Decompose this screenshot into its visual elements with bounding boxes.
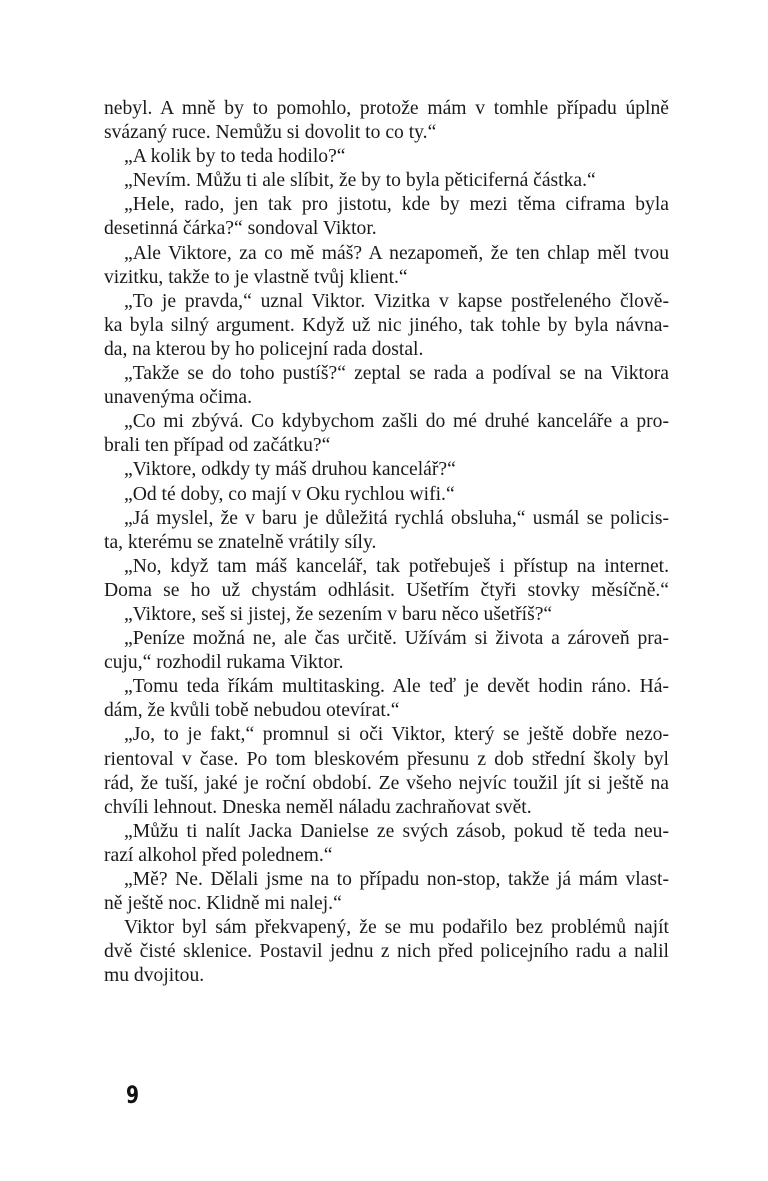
text-line: da, na kterou by ho policejní rada dostal. xyxy=(104,338,424,360)
text-line: „Nevím. Můžu ti ale slíbit, že by to byla pěticiferná částka.“ xyxy=(124,170,596,192)
text-line: „No, když tam máš kancelář, tak potřebuješ i přístup na internet. xyxy=(124,555,669,577)
text-line: „Já myslel, že v baru je důležitá rychlá obsluha,“ usmál se policis- xyxy=(124,507,669,529)
text-line: „Takže se do toho pustíš?“ zeptal se rada a podíval se na Viktora xyxy=(124,363,669,385)
text-line: „Jo, to je fakt,“ promnul si oči Viktor, který se ještě dobře nezo- xyxy=(124,724,669,746)
text-line: „Ale Viktore, za co mě máš? A nezapomeň, že ten chlap měl tvou xyxy=(124,242,669,264)
text-line: ka byla silný argument. Když už nic jiného, tak tohle by byla návna- xyxy=(104,314,669,336)
text-line: „Co mi zbývá. Co kdybychom zašli do mé druhé kanceláře a pro- xyxy=(124,411,669,433)
text-line: nebyl. A mně by to pomohlo, protože mám v tomhle případu úplně xyxy=(104,98,669,119)
text-line: „Hele, rado, jen tak pro jistotu, kde by mezi těma ciframa byla xyxy=(124,194,669,216)
text-line: „Viktore, seš si jistej, že sezením v baru něco ušetříš?“ xyxy=(124,603,553,625)
text-line: rientoval v čase. Po tom bleskovém přesunu z dob střední školy byl xyxy=(104,748,669,770)
text-line: „A kolik by to teda hodilo?“ xyxy=(124,146,346,168)
text-line: Doma se ho už chystám odhlásit. Ušetřím čtyři stovky měsíčně.“ xyxy=(104,579,669,601)
text-line: ně ještě noc. Klidně mi nalej.“ xyxy=(104,893,342,915)
text-line: razí alkohol před polednem.“ xyxy=(104,844,333,866)
text-line: Viktor byl sám překvapený, že se mu podařilo bez problémů najít xyxy=(124,917,669,939)
text-line: „Peníze možná ne, ale čas určitě. Užívám si života a zároveň pra- xyxy=(124,628,669,650)
text-line: mu dvojitou. xyxy=(104,965,205,987)
text-line: „Viktore, odkdy ty máš druhou kancelář?“ xyxy=(124,459,456,481)
text-line: rád, že tuší, jaké je roční období. Ze všeho nejvíc toužil jít si ještě na xyxy=(104,772,669,794)
text-line: „Mě? Ne. Dělali jsme na to případu non-stop, takže já mám vlast- xyxy=(124,869,669,890)
text-line: desetinná čárka?“ sondoval Viktor. xyxy=(104,218,377,240)
text-line: „Od té doby, co mají v Oku rychlou wifi.“ xyxy=(124,483,455,505)
body-text xyxy=(104,97,669,988)
text-line: chvíli lehnout. Dneska neměl náladu zachraňovat svět. xyxy=(104,796,532,818)
text-line: unavenýma očima. xyxy=(104,387,252,409)
text-line: dám, že kvůli tobě nebudou otevírat.“ xyxy=(104,700,400,722)
text-line: „Můžu ti nalít Jacka Danielse ze svých zásob, pokud tě teda neu- xyxy=(124,820,669,842)
text-line: brali ten případ od začátku?“ xyxy=(104,435,331,457)
text-line: dvě čisté sklenice. Postavil jednu z nich před policejního radu a nalil xyxy=(104,941,669,963)
text-line: ta, kterému se znatelně vrátily síly. xyxy=(104,531,377,553)
text-line: „Tomu teda říkám multitasking. Ale teď je devět hodin ráno. Há- xyxy=(124,676,669,698)
page-number: 9 xyxy=(126,1081,140,1109)
text-line: cuju,“ rozhodil rukama Viktor. xyxy=(104,652,344,674)
text-line: „To je pravda,“ uznal Viktor. Vizitka v kapse postřeleného člově- xyxy=(124,290,669,312)
text-line: vizitku, takže to je vlastně tvůj klient.“ xyxy=(104,266,408,288)
text-line: svázaný ruce. Nemůžu si dovolit to co ty.“ xyxy=(104,122,437,144)
